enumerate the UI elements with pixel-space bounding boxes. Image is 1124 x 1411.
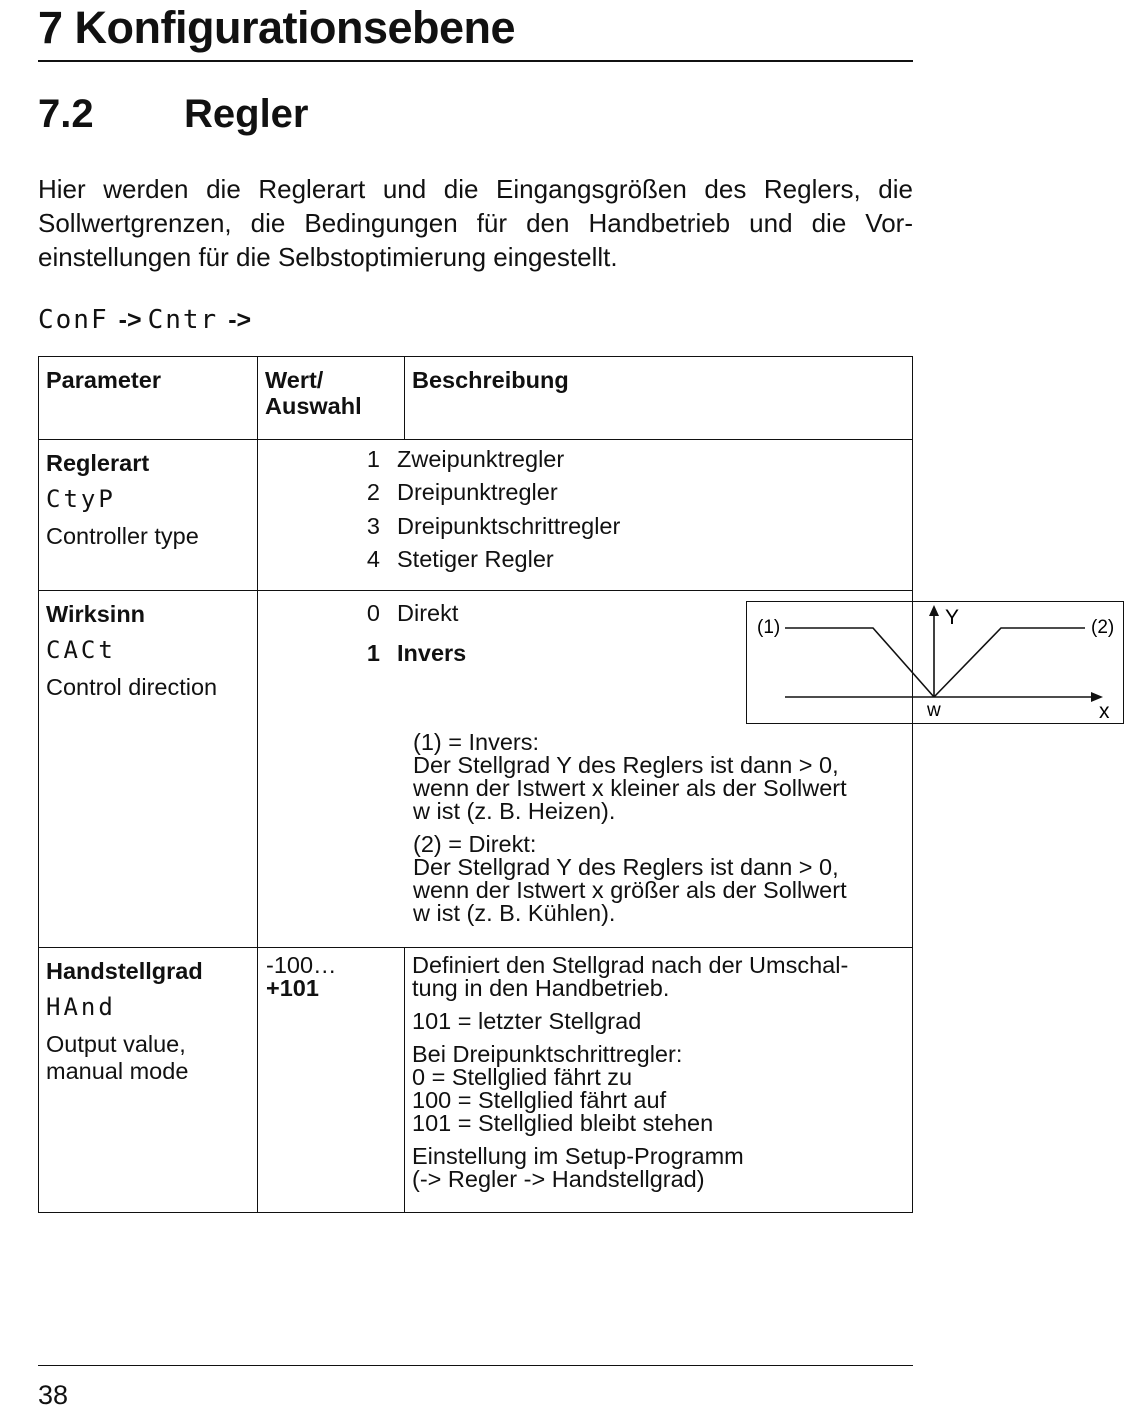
note-line: Der Stellgrad Y des Reglers ist dann > 0, xyxy=(413,752,839,778)
option-value: 3 xyxy=(366,512,380,539)
section-title: Regler xyxy=(184,92,309,136)
intro-line: Sollwertgrenzen, die Bedingungen für den Handbetrieb und die Vor- xyxy=(38,208,913,238)
menu-segment-cntr: Cntr xyxy=(147,305,219,335)
option-text: Zweipunktregler xyxy=(397,445,565,472)
parameter-table xyxy=(38,356,1115,1213)
menu-segment-conf: ConF xyxy=(38,305,109,335)
value-cell xyxy=(258,948,405,1213)
param-cell xyxy=(39,948,258,1213)
note-line: w ist (z. B. Heizen). xyxy=(413,798,616,824)
hand-description xyxy=(412,954,905,1191)
diagram-y-arrow-icon xyxy=(929,605,939,616)
param-english xyxy=(46,1031,250,1084)
section-number: 7.2 xyxy=(38,92,94,136)
desc-line: 101 = Stellglied bleibt stehen xyxy=(412,1110,714,1136)
options-cell xyxy=(258,591,1115,948)
diagram-curve-direkt xyxy=(934,628,1085,697)
param-name: Reglerart xyxy=(46,450,150,476)
intro-paragraph xyxy=(38,172,913,274)
note-line: Der Stellgrad Y des Reglers ist dann > 0, xyxy=(413,854,839,880)
param-name: Wirksinn xyxy=(46,601,146,627)
chapter-title: 7 Konfigurationsebene xyxy=(38,2,516,53)
table-row-reglerart xyxy=(39,440,913,591)
value-range: -100… xyxy=(266,952,337,978)
option-value: 4 xyxy=(366,546,380,573)
note-line: (2) = Direkt: xyxy=(413,831,537,857)
option-row xyxy=(258,543,912,577)
note-direkt xyxy=(413,833,913,925)
intro-line: einstellungen für die Selbstoptimierung eingestellt. xyxy=(38,242,618,272)
option-value: 1 xyxy=(366,445,380,472)
param-english-line2: manual mode xyxy=(46,1057,189,1084)
option-text: Invers xyxy=(397,639,467,666)
footer-rule xyxy=(38,1365,913,1366)
param-name: Handstellgrad xyxy=(46,958,203,984)
option-row xyxy=(258,442,912,476)
desc-line: 101 = letzter Stellgrad xyxy=(412,1008,642,1034)
direction-notes xyxy=(413,731,913,935)
diagram-w-label: w xyxy=(927,700,941,721)
option-value: 2 xyxy=(366,479,380,506)
page-number: 38 xyxy=(38,1380,69,1410)
diagram-curve-invers xyxy=(785,628,934,697)
hand-text-4 xyxy=(412,1145,905,1191)
option-value: 0 xyxy=(366,599,380,626)
diagram-y-label: Y xyxy=(945,606,960,629)
header-parameter: Parameter xyxy=(39,357,258,440)
header-value-line1: Wert/ xyxy=(265,367,324,393)
param-code: HAnd xyxy=(46,993,116,1022)
value-default: +101 xyxy=(266,975,319,1001)
options-cell xyxy=(258,440,913,591)
note-line: (1) = Invers: xyxy=(413,729,540,755)
hand-text-3 xyxy=(412,1043,905,1135)
table-row-handstellgrad xyxy=(39,948,913,1213)
param-cell xyxy=(39,440,258,591)
param-english: Control direction xyxy=(46,674,218,701)
header-rule xyxy=(38,60,913,62)
menu-arrow: -> xyxy=(228,305,252,334)
description-cell xyxy=(405,948,913,1213)
note-line: wenn der Istwert x größer als der Sollwert xyxy=(413,877,847,903)
menu-path xyxy=(38,305,257,335)
option-text: Stetiger Regler xyxy=(397,546,554,573)
table-header-row xyxy=(39,357,913,440)
header-value xyxy=(258,357,405,440)
option-row xyxy=(258,509,912,543)
desc-line: Bei Dreipunktschrittregler: xyxy=(412,1041,683,1067)
param-english-line1: Output value, xyxy=(46,1031,186,1058)
desc-line: 100 = Stellglied fährt auf xyxy=(412,1087,667,1113)
note-line: wenn der Istwert x kleiner als der Sollwert xyxy=(413,775,847,801)
diagram-label-1: (1) xyxy=(757,617,781,638)
control-direction-diagram xyxy=(746,601,1124,724)
option-text: Dreipunktschrittregler xyxy=(397,512,621,539)
param-cell xyxy=(39,591,258,948)
diagram-label-2: (2) xyxy=(1091,617,1115,638)
desc-line: 0 = Stellglied fährt zu xyxy=(412,1064,633,1090)
desc-line: tung in den Handbetrieb. xyxy=(412,975,670,1001)
option-text: Direkt xyxy=(397,599,459,626)
desc-line: Definiert den Stellgrad nach der Umschal- xyxy=(412,952,849,978)
param-english: Controller type xyxy=(46,523,199,550)
option-value: 1 xyxy=(366,639,380,666)
header-description: Beschreibung xyxy=(405,357,913,440)
note-line: w ist (z. B. Kühlen). xyxy=(413,900,616,926)
diagram-x-label: x xyxy=(1099,700,1110,723)
param-code: CACt xyxy=(46,636,116,665)
desc-line: Einstellung im Setup-Programm xyxy=(412,1143,744,1169)
table-row-wirksinn xyxy=(39,591,913,948)
param-code: CtyP xyxy=(46,485,116,514)
hand-text-1 xyxy=(412,954,905,1000)
note-invers xyxy=(413,731,913,823)
header-value-line2: Auswahl xyxy=(265,393,362,420)
hand-text-2 xyxy=(412,1010,905,1033)
desc-line: (-> Regler -> Handstellgrad) xyxy=(412,1166,705,1192)
menu-arrow: -> xyxy=(118,305,142,334)
option-row xyxy=(258,476,912,510)
option-text: Dreipunktregler xyxy=(397,479,558,506)
intro-line: Hier werden die Reglerart und die Eingangsgrößen des Reglers, die xyxy=(38,174,913,204)
